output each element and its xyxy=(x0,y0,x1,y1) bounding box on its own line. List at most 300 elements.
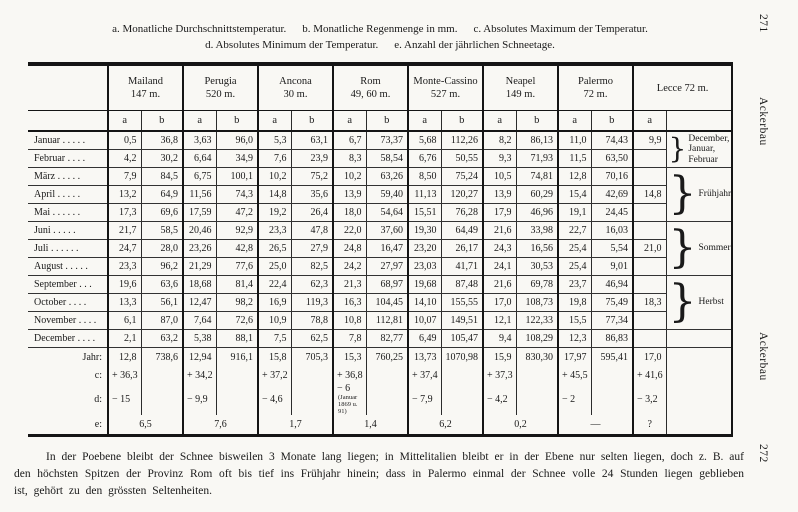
city-elevation: 49, 60 m. xyxy=(350,89,391,100)
footer-paragraph: In der Poebene bleibt der Schnee bisweilen 3 Monate lang liegen; in Mittelitalien bleibt er in der Ebene nur selten liegen, doch z. B. auf den höchsten Spitzen der Provinz Rom oft bis tief ins Frühjahr hinein; dass in Palermo einmal der Schnee volle 24 Stunden liegen geblieben ist, gehört zu den grössten Seltenheiten. xyxy=(14,450,744,497)
table-cell xyxy=(291,239,333,257)
table-cell xyxy=(408,329,441,347)
cell-value: 830,30 xyxy=(525,352,553,364)
column-group-header xyxy=(483,64,558,111)
table-cell xyxy=(558,221,591,239)
table-cell: ? xyxy=(633,415,666,435)
table-cell xyxy=(333,293,366,311)
table-cell xyxy=(108,257,141,275)
column-group-header xyxy=(258,64,333,111)
table-cell xyxy=(366,368,408,383)
subcolumn-header: b xyxy=(366,111,408,132)
column-group-header xyxy=(633,64,732,111)
table-cell xyxy=(183,185,216,203)
table-cell xyxy=(483,257,516,275)
cell-value: + 34,2 xyxy=(187,370,213,381)
table-cell xyxy=(216,311,258,329)
table-cell xyxy=(441,167,483,185)
season-label-line: Frühjahr xyxy=(698,188,732,199)
cell-value: 19,68 xyxy=(414,278,437,290)
table-cell xyxy=(516,239,558,257)
table-cell xyxy=(216,221,258,239)
table-cell xyxy=(216,383,258,415)
cell-value: 1070,98 xyxy=(445,352,478,364)
subcolumn-header: b xyxy=(441,111,483,132)
table-cell xyxy=(516,347,558,368)
table-cell xyxy=(483,311,516,329)
table-cell xyxy=(108,167,141,185)
column-group-header xyxy=(183,64,258,111)
table-cell xyxy=(591,368,633,383)
table-cell xyxy=(183,221,216,239)
cell-value: 21,6 xyxy=(494,224,512,236)
cell-value: 15,5 xyxy=(569,314,587,326)
caption-line-1 xyxy=(30,21,730,37)
cell-value: 6,75 xyxy=(194,170,212,182)
cell-value: 71,93 xyxy=(530,152,553,164)
table-cell xyxy=(441,221,483,239)
city-name: Rom xyxy=(360,76,381,87)
cell-value: 87,0 xyxy=(160,314,178,326)
season-label-cell xyxy=(666,329,732,347)
cell-value: 86,13 xyxy=(530,134,553,146)
cell-value: 5,38 xyxy=(194,332,212,344)
table-cell xyxy=(408,275,441,293)
table-cell xyxy=(108,347,141,368)
table-cell: 6,2 xyxy=(408,415,483,435)
subcolumn-header: a xyxy=(183,111,216,132)
cell-value: 24,45 xyxy=(605,206,628,218)
cell-value: 82,5 xyxy=(310,260,328,272)
table-cell xyxy=(291,257,333,275)
table-cell: + 41,6 xyxy=(633,368,666,383)
subcolumn-header: a xyxy=(408,111,441,132)
cell-value: 15,4 xyxy=(569,188,587,200)
cell-value: 25,4 xyxy=(569,260,587,272)
table-cell xyxy=(291,368,333,383)
season-label-cell xyxy=(666,275,732,329)
table-cell: 18,3 xyxy=(633,293,666,311)
table-cell xyxy=(558,293,591,311)
cell-value: 70,16 xyxy=(605,170,628,182)
table-row xyxy=(28,347,732,368)
table-cell xyxy=(258,293,291,311)
cell-value: 12,1 xyxy=(494,314,512,326)
table-row xyxy=(28,221,732,239)
table-cell xyxy=(291,329,333,347)
cell-value: 81,4 xyxy=(235,278,253,290)
cell-value: 35,6 xyxy=(310,188,328,200)
table-cell xyxy=(291,383,333,415)
city-elevation: 520 m. xyxy=(205,89,236,100)
table-cell xyxy=(591,275,633,293)
cell-value: 12,3 xyxy=(569,332,587,344)
table-cell xyxy=(516,149,558,167)
table-cell xyxy=(408,239,441,257)
table-cell xyxy=(108,311,141,329)
page-number-bottom: 272 xyxy=(757,444,769,463)
table-row xyxy=(28,131,732,149)
table-cell xyxy=(366,257,408,275)
cell-value: 62,3 xyxy=(310,278,328,290)
table-cell xyxy=(141,131,183,149)
table-cell xyxy=(633,311,666,329)
table-cell xyxy=(216,239,258,257)
cell-value: 13,2 xyxy=(119,188,137,200)
cell-value: 19,8 xyxy=(569,296,587,308)
table-cell xyxy=(483,293,516,311)
cell-value: 916,1 xyxy=(230,352,253,364)
cell-value: 11,13 xyxy=(414,188,437,200)
brace-glyph: } xyxy=(668,276,697,327)
row-label: Januar . . . . . xyxy=(28,131,108,149)
cell-value: 78,8 xyxy=(310,314,328,326)
cell-value: 21,3 xyxy=(344,278,362,290)
table-cell xyxy=(441,131,483,149)
cell-value: 4,2 xyxy=(124,152,137,164)
cell-value: 33,98 xyxy=(530,224,553,236)
table-cell xyxy=(141,185,183,203)
subcolumn-header: b xyxy=(516,111,558,132)
subcolumn-header: a xyxy=(258,111,291,132)
cell-value: 24,8 xyxy=(344,242,362,254)
cell-value: − 4,2 xyxy=(487,393,508,405)
table-cell xyxy=(258,257,291,275)
cell-value: 26,4 xyxy=(310,206,328,218)
cell-value: 18,68 xyxy=(189,278,212,290)
cell-value: − 15 xyxy=(112,393,131,405)
table-cell xyxy=(108,149,141,167)
column-group-header xyxy=(108,64,183,111)
cell-value: 42,69 xyxy=(605,188,628,200)
table-cell xyxy=(333,275,366,293)
table-row xyxy=(28,275,732,293)
cell-value: 6,64 xyxy=(194,152,212,164)
cell-value: 5,54 xyxy=(610,242,628,254)
season-label-text xyxy=(699,297,724,308)
cell-value: 16,3 xyxy=(344,296,362,308)
season-label-line: Sommer xyxy=(698,242,731,253)
cell-value: 23,9 xyxy=(310,152,328,164)
subcolumn-header: b xyxy=(216,111,258,132)
cell-value: 41,71 xyxy=(455,260,478,272)
table-cell xyxy=(408,311,441,329)
table-cell xyxy=(258,311,291,329)
table-cell xyxy=(591,329,633,347)
table-cell xyxy=(366,167,408,185)
row-label: Juni . . . . . xyxy=(28,221,108,239)
subcolumn-header: a xyxy=(633,111,666,132)
cell-value: 50,55 xyxy=(455,152,478,164)
table-cell xyxy=(633,203,666,221)
table-cell xyxy=(408,368,441,383)
city-name: Palermo xyxy=(578,76,613,87)
table-cell xyxy=(366,311,408,329)
cell-value: 74,81 xyxy=(530,170,553,182)
table-cell: — xyxy=(558,415,633,435)
table-cell xyxy=(408,347,441,368)
table-cell xyxy=(216,149,258,167)
row-label: Mai . . . . . . xyxy=(28,203,108,221)
row-label: September . . . xyxy=(28,275,108,293)
cell-value: 17,3 xyxy=(119,206,137,218)
cell-value: − 6 xyxy=(337,383,351,394)
table-cell xyxy=(291,347,333,368)
cell-value: 760,25 xyxy=(375,352,403,364)
brace-glyph: } xyxy=(668,222,697,273)
row-label: April . . . . . xyxy=(28,185,108,203)
cell-value: 2,1 xyxy=(124,332,137,344)
cell-value: 15,51 xyxy=(414,206,437,218)
cell-value: 100,1 xyxy=(230,170,253,182)
table-cell xyxy=(258,203,291,221)
cell-value: 60,29 xyxy=(530,188,553,200)
table-cell xyxy=(258,221,291,239)
subcolumn-header xyxy=(666,111,732,132)
table-cell xyxy=(591,167,633,185)
cell-value: 96,0 xyxy=(235,134,253,146)
table-cell xyxy=(591,149,633,167)
table-row xyxy=(28,383,732,415)
table-cell xyxy=(441,275,483,293)
table-cell xyxy=(558,329,591,347)
table-subheader-row xyxy=(28,111,732,132)
table-cell: 0,2 xyxy=(483,415,558,435)
table-cell xyxy=(366,131,408,149)
table-cell xyxy=(333,131,366,149)
cell-value: 84,5 xyxy=(160,170,178,182)
cell-value: 16,47 xyxy=(380,242,403,254)
cell-value: 7,8 xyxy=(349,332,362,344)
table-cell xyxy=(591,293,633,311)
row-label: Februar . . . . xyxy=(28,149,108,167)
table-cell xyxy=(141,311,183,329)
table-cell xyxy=(216,203,258,221)
table-cell xyxy=(333,383,366,415)
table-cell xyxy=(333,239,366,257)
cell-value: 14,8 xyxy=(269,188,287,200)
table-row xyxy=(28,203,732,221)
table-cell xyxy=(216,185,258,203)
climate-table xyxy=(28,62,733,437)
table-row xyxy=(28,149,732,167)
table-cell xyxy=(141,275,183,293)
cell-value: 108,73 xyxy=(525,296,553,308)
table-cell xyxy=(183,311,216,329)
table-row xyxy=(28,368,732,383)
cell-value: 24,1 xyxy=(494,260,512,272)
season-label xyxy=(668,276,732,327)
cell-value: 30,53 xyxy=(530,260,553,272)
table-cell xyxy=(258,239,291,257)
table-cell xyxy=(558,149,591,167)
city-name: Mailand xyxy=(128,76,163,87)
cell-value: 7,64 xyxy=(194,314,212,326)
cell-value: 19,30 xyxy=(414,224,437,236)
table-cell xyxy=(591,185,633,203)
column-group-header xyxy=(558,64,633,111)
table-cell xyxy=(483,149,516,167)
cell-value: 112,26 xyxy=(450,134,478,146)
cell-value: 63,50 xyxy=(605,152,628,164)
brace-glyph: } xyxy=(668,168,697,219)
cell-value: 5,68 xyxy=(419,134,437,146)
corner-cell xyxy=(28,111,108,132)
cell-value: 10,2 xyxy=(269,170,287,182)
table-cell xyxy=(108,239,141,257)
table-cell xyxy=(516,167,558,185)
table-cell xyxy=(258,131,291,149)
table-cell xyxy=(408,149,441,167)
caption-line-2 xyxy=(30,37,730,53)
table-cell xyxy=(333,185,366,203)
cell-value: 28,0 xyxy=(160,242,178,254)
cell-value: 15,3 xyxy=(344,352,362,364)
cell-value: 21,29 xyxy=(189,260,212,272)
table-cell xyxy=(216,275,258,293)
cell-value: 73,37 xyxy=(380,134,403,146)
table-cell xyxy=(483,185,516,203)
cell-value: 12,94 xyxy=(189,352,212,364)
cell-value: 24,3 xyxy=(494,242,512,254)
city-elevation: 527 m. xyxy=(430,89,461,100)
cell-value: 112,81 xyxy=(375,314,403,326)
subcolumn-header: a xyxy=(333,111,366,132)
cell-value: 63,1 xyxy=(310,134,328,146)
table-row xyxy=(28,239,732,257)
cell-value: + 36,3 xyxy=(112,370,138,381)
table-cell xyxy=(516,383,558,415)
table-cell xyxy=(633,149,666,167)
table-row xyxy=(28,257,732,275)
cell-value: 9,3 xyxy=(499,152,512,164)
table-cell xyxy=(108,368,141,383)
table-cell xyxy=(366,185,408,203)
table-cell xyxy=(633,167,666,185)
table-cell xyxy=(558,311,591,329)
caption-item-b: b. Monatliche Regenmenge in mm. xyxy=(302,23,458,35)
cell-value: 12,8 xyxy=(569,170,587,182)
cell-value: 72,6 xyxy=(235,314,253,326)
table-row xyxy=(28,167,732,185)
table-cell: 9,9 xyxy=(633,131,666,149)
cell-value: 68,97 xyxy=(380,278,403,290)
subcolumn-header: a xyxy=(483,111,516,132)
cell-value: 6,7 xyxy=(349,134,362,146)
cell-value: 8,2 xyxy=(499,134,512,146)
table-cell xyxy=(333,368,366,383)
corner-cell xyxy=(28,64,108,111)
table-cell xyxy=(516,131,558,149)
table-cell xyxy=(216,293,258,311)
cell-value: 12,47 xyxy=(189,296,212,308)
cell-value: − 7,9 xyxy=(412,393,433,405)
table-cell xyxy=(633,221,666,239)
table-cell: 21,0 xyxy=(633,239,666,257)
cell-value: 5,3 xyxy=(274,134,287,146)
table-cell xyxy=(291,131,333,149)
table-cell: 14,8 xyxy=(633,185,666,203)
table-cell xyxy=(366,293,408,311)
table-cell xyxy=(258,167,291,185)
table-cell xyxy=(183,257,216,275)
table-cell xyxy=(216,347,258,368)
cell-value: 19,1 xyxy=(569,206,587,218)
season-label-cell xyxy=(666,131,732,167)
cell-value: 23,20 xyxy=(414,242,437,254)
table-cell xyxy=(633,275,666,293)
cell-value: 13,3 xyxy=(119,296,137,308)
row-label: c: xyxy=(28,368,108,383)
cell-value: 59,40 xyxy=(380,188,403,200)
cell-value: 15,9 xyxy=(494,352,512,364)
cell-value: 17,0 xyxy=(494,296,512,308)
cell-value: 0,5 xyxy=(124,134,137,146)
table-cell xyxy=(558,347,591,368)
subcolumn-header: b xyxy=(141,111,183,132)
table-cell xyxy=(366,347,408,368)
row-label: August . . . . . xyxy=(28,257,108,275)
cell-value: 63,26 xyxy=(380,170,403,182)
cell-value: 7,9 xyxy=(124,170,137,182)
row-label: October . . . . xyxy=(28,293,108,311)
season-label-cell xyxy=(666,167,732,221)
table-cell xyxy=(591,311,633,329)
cell-value: 17,97 xyxy=(564,352,587,364)
table-cell xyxy=(441,185,483,203)
table-cell xyxy=(141,368,183,383)
cell-value: 7,5 xyxy=(274,332,287,344)
cell-value: 10,07 xyxy=(414,314,437,326)
table-cell xyxy=(483,221,516,239)
cell-value: 63,2 xyxy=(160,332,178,344)
cell-value: + 37,2 xyxy=(262,370,288,381)
table-cell xyxy=(558,167,591,185)
table-cell xyxy=(291,221,333,239)
table-cell xyxy=(258,149,291,167)
table-cell xyxy=(408,257,441,275)
page-number-top: 271 xyxy=(757,14,769,33)
cell-value: 27,9 xyxy=(310,242,328,254)
season-label-cell xyxy=(666,347,732,435)
table-cell: 6,5 xyxy=(108,415,183,435)
cell-value: 74,3 xyxy=(235,188,253,200)
cell-value: 26,5 xyxy=(269,242,287,254)
season-label-text xyxy=(699,243,731,254)
table-cell xyxy=(258,275,291,293)
cell-value: 13,9 xyxy=(494,188,512,200)
cell-value: 104,45 xyxy=(375,296,403,308)
cell-value: 27,97 xyxy=(380,260,403,272)
table-cell xyxy=(633,329,666,347)
cell-value: 87,48 xyxy=(455,278,478,290)
table-cell xyxy=(141,221,183,239)
cell-value: 23,7 xyxy=(569,278,587,290)
table-cell: 7,6 xyxy=(183,415,258,435)
city-name: Ancona xyxy=(279,76,312,87)
table-cell xyxy=(483,383,516,415)
cell-value: 37,60 xyxy=(380,224,403,236)
table-cell xyxy=(483,203,516,221)
table-cell xyxy=(558,257,591,275)
table-cell xyxy=(258,347,291,368)
cell-value: 16,9 xyxy=(269,296,287,308)
cell-value: 7,6 xyxy=(274,152,287,164)
table-cell xyxy=(516,275,558,293)
cell-value: 6,76 xyxy=(419,152,437,164)
column-group-header xyxy=(333,64,408,111)
cell-value: 47,2 xyxy=(235,206,253,218)
